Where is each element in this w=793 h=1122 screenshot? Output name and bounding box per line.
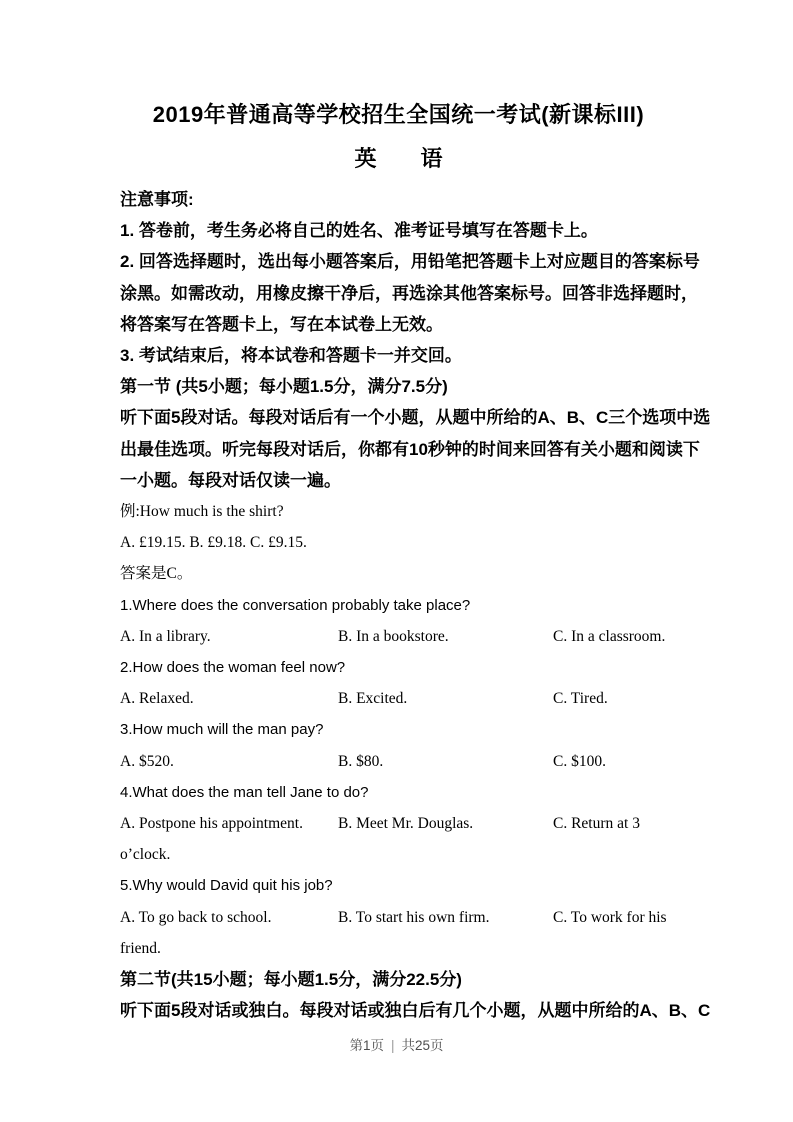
section-one-instructions-line-3: 一小题。每段对话仅读一遍。 — [120, 470, 341, 490]
question-2-text: 2.How does the woman feel now? — [120, 659, 346, 677]
question-5-option-b: B. To start his own firm. — [338, 908, 490, 926]
notice-line-2-cont: 涂黑。如需改动，用橡皮擦干净后，再选涂其他答案标号。回答非选择题时， — [120, 283, 698, 303]
page-footer — [0, 1036, 793, 1056]
question-5-option-c: C. To work for his — [553, 908, 667, 926]
notice-line-2: 2. 回答选择题时，选出每小题答案后，用铅笔把答题卡上对应题目的答案标号 — [120, 252, 700, 272]
question-5-options-row — [120, 902, 677, 933]
section-one-instructions-line-2: 出最佳选项。听完每段对话后，你都有10秒钟的时间来回答有关小题和阅读下 — [120, 439, 700, 459]
notice-line-3: 3. 考试结束后，将本试卷和答题卡一并交回。 — [120, 346, 462, 366]
question-1-options-row — [120, 621, 677, 652]
example-prompt: 例:How much is the shirt? — [120, 503, 284, 521]
section-one-instructions-line-1: 听下面5段对话。每段对话后有一个小题，从题中所给的A、B、C三个选项中选 — [120, 408, 711, 428]
question-3-option-a: A. $520. — [120, 752, 174, 770]
current-page-label: 第1页 — [349, 1038, 384, 1053]
question-2-option-c: C. Tired. — [553, 690, 608, 708]
total-pages-label: 共25页 — [401, 1038, 444, 1053]
question-4-option-b: B. Meet Mr. Douglas. — [338, 815, 474, 833]
notice-heading: 注意事项: — [120, 190, 194, 209]
question-4-option-a: A. Postpone his appointment. — [120, 815, 303, 833]
question-2-option-a: A. Relaxed. — [120, 690, 194, 708]
question-4-options-row — [120, 808, 677, 839]
question-5-option-a: A. To go back to school. — [120, 908, 272, 926]
question-2-options-row — [120, 683, 677, 714]
question-4-text: 4.What does the man tell Jane to do? — [120, 783, 369, 801]
question-2-option-b: B. Excited. — [338, 690, 408, 708]
question-3-option-b: B. $80. — [338, 752, 384, 770]
question-4-option-c: C. Return at 3 — [553, 815, 640, 833]
section-one-heading: 第一节 (共5小题；每小题1.5分，满分7.5分) — [120, 377, 448, 397]
section-two-instructions-line-1: 听下面5段对话或独白。每段对话或独白后有几个小题，从题中所给的A、B、C — [120, 1001, 711, 1021]
question-1-text: 1.Where does the conversation probably take place? — [120, 596, 471, 614]
section-two-heading: 第二节(共15小题；每小题1.5分，满分22.5分) — [120, 970, 462, 989]
question-4-option-c-wrap: o’clock. — [120, 846, 171, 864]
notice-line-1: 1. 答卷前，考生务必将自己的姓名、准考证号填写在答题卡上。 — [120, 221, 598, 241]
notice-line-2-cont2: 将答案写在答题卡上，写在本试卷上无效。 — [120, 314, 443, 334]
page-title: 2019年普通高等学校招生全国统一考试(新课标III) — [152, 102, 645, 127]
question-1-option-a: A. In a library. — [120, 627, 211, 645]
subject-title: 英 语 — [354, 146, 443, 171]
question-1-option-b: B. In a bookstore. — [338, 627, 449, 645]
question-5-text: 5.Why would David quit his job? — [120, 877, 333, 895]
question-1-option-c: C. In a classroom. — [553, 627, 666, 645]
page-separator: | — [390, 1038, 395, 1053]
example-answer: 答案是C。 — [120, 565, 193, 583]
question-3-option-c: C. $100. — [553, 752, 606, 770]
question-5-option-c-wrap: friend. — [120, 939, 161, 957]
question-3-text: 3.How much will the man pay? — [120, 721, 324, 739]
example-options-line: A. £19.15. B. £9.18. C. £9.15. — [120, 534, 307, 552]
page-content — [120, 0, 711, 1026]
question-3-options-row — [120, 746, 677, 777]
